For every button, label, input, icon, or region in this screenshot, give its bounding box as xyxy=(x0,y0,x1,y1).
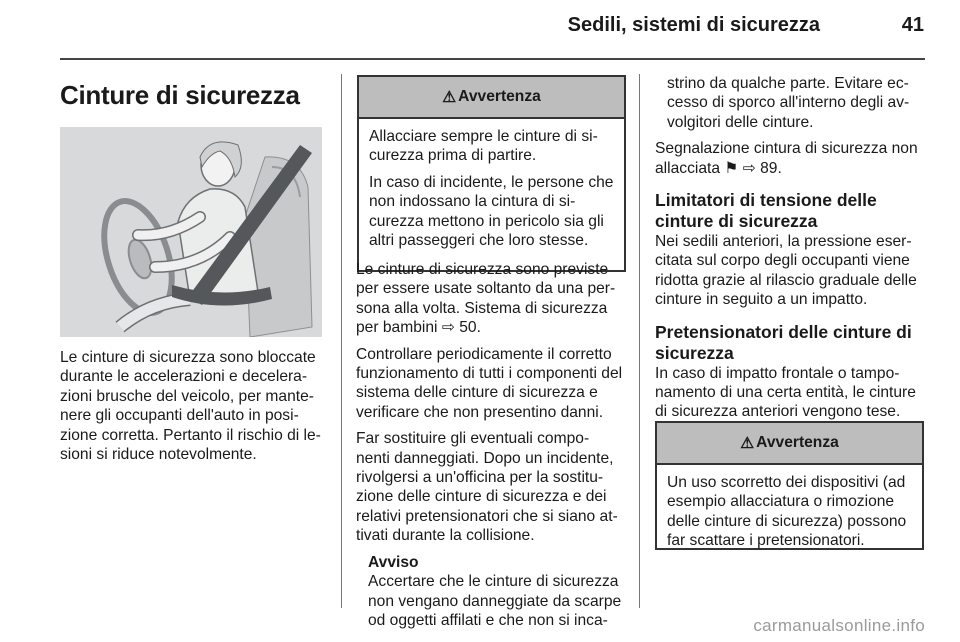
warning-header xyxy=(359,77,624,119)
warning-text: Allacciare sempre le cinture di si- curezza prima di partire. xyxy=(369,128,598,165)
paragraph: Le cinture di sicurezza sono bloccate durante le accelerazioni e decelera- zioni brusche del veicolo, per mante- nere gli occupanti dell'auto in posi- zione corretta. Pertanto il rischio di le- sioni si riduce notevolmente. xyxy=(60,349,321,464)
seatbelt-warning-icon: ⚑ xyxy=(724,159,739,177)
paragraph xyxy=(356,260,624,338)
warning-title: Avvertenza xyxy=(756,434,839,451)
note-text: Accertare che le cinture di sicurezza non vengano danneggiate da scarpe od oggetti affilati e che non si inca- xyxy=(368,573,622,629)
warning-header xyxy=(657,423,922,465)
warning-triangle-icon: ⚠ xyxy=(442,88,457,106)
paragraph: In caso di impatto frontale o tampo- namento di una certa entità, le cinture di sicurezza anteriori vengono tese. xyxy=(655,364,916,421)
reference-arrow-icon: ⇨ xyxy=(742,159,756,177)
header-divider xyxy=(60,58,925,60)
warning-box xyxy=(357,75,626,272)
subsection-title: Pretensionatori delle cinture di sicurezza xyxy=(655,321,912,363)
warning-triangle-icon: ⚠ xyxy=(740,434,755,452)
paragraph: strino da qualche parte. Evitare ec- cesso di sporco all'interno degli av- volgitori delle cinture. xyxy=(667,75,910,131)
page-reference[interactable]: 50. xyxy=(459,319,481,337)
warning-box xyxy=(655,421,924,550)
subsection-title: Limitatori di tensione delle cinture di sicurezza xyxy=(655,190,877,232)
page-header-title: Sedili, sistemi di sicurezza xyxy=(567,14,820,36)
warning-text: Un uso scorretto dei dispositivi (ad esempio allacciatura o rimozione delle cinture di sicurezza) possono far scattare i pretensionatori. xyxy=(667,474,907,550)
paragraph-text: Segnalazione cintura di sicurezza non allacciata xyxy=(655,140,918,177)
paragraph: Far sostituire gli eventuali compo- nenti danneggiati. Dopo un incidente, rivolgersi a un'officina per la sostitu- zione delle cinture di sicurezza e dei relativi pretensionatori che si siano at- tivati durante la collisione. xyxy=(356,430,618,545)
column-3-text xyxy=(655,74,925,429)
column-2-text xyxy=(356,260,624,637)
column-divider xyxy=(639,74,640,608)
page-reference[interactable]: 89. xyxy=(760,159,782,177)
reference-arrow-icon: ⇨ xyxy=(441,319,455,337)
section-title: Cinture di sicurezza xyxy=(60,80,300,110)
watermark: carmanualsonline.info xyxy=(753,616,925,635)
page-number: 41 xyxy=(901,14,924,36)
column-divider xyxy=(341,74,342,608)
seatbelt-illustration xyxy=(60,127,322,337)
note-title: Avviso xyxy=(368,553,419,571)
warning-title: Avvertenza xyxy=(458,88,541,105)
warning-text: In caso di incidente, le persone che non indossano la cintura di si- curezza mettono in pericolo sia gli altri passeggeri che loro stesse. xyxy=(369,173,614,250)
paragraph xyxy=(655,139,925,178)
paragraph: Controllare periodicamente il corretto funzionamento di tutti i componenti del sistema delle cinture di sicurezza e verificare che non presentino danni. xyxy=(356,345,623,421)
paragraph-text: Le cinture di sicurezza sono previste per essere usate soltanto da una per- sona alla volta. Sistema di sicurezza per bambini xyxy=(356,261,616,337)
paragraph: Nei sedili anteriori, la pressione eser- citata sul corpo degli occupanti viene ridotta grazie al rilascio graduale delle cinture in seguito a un impatto. xyxy=(655,233,917,309)
column-1-text xyxy=(60,348,326,471)
